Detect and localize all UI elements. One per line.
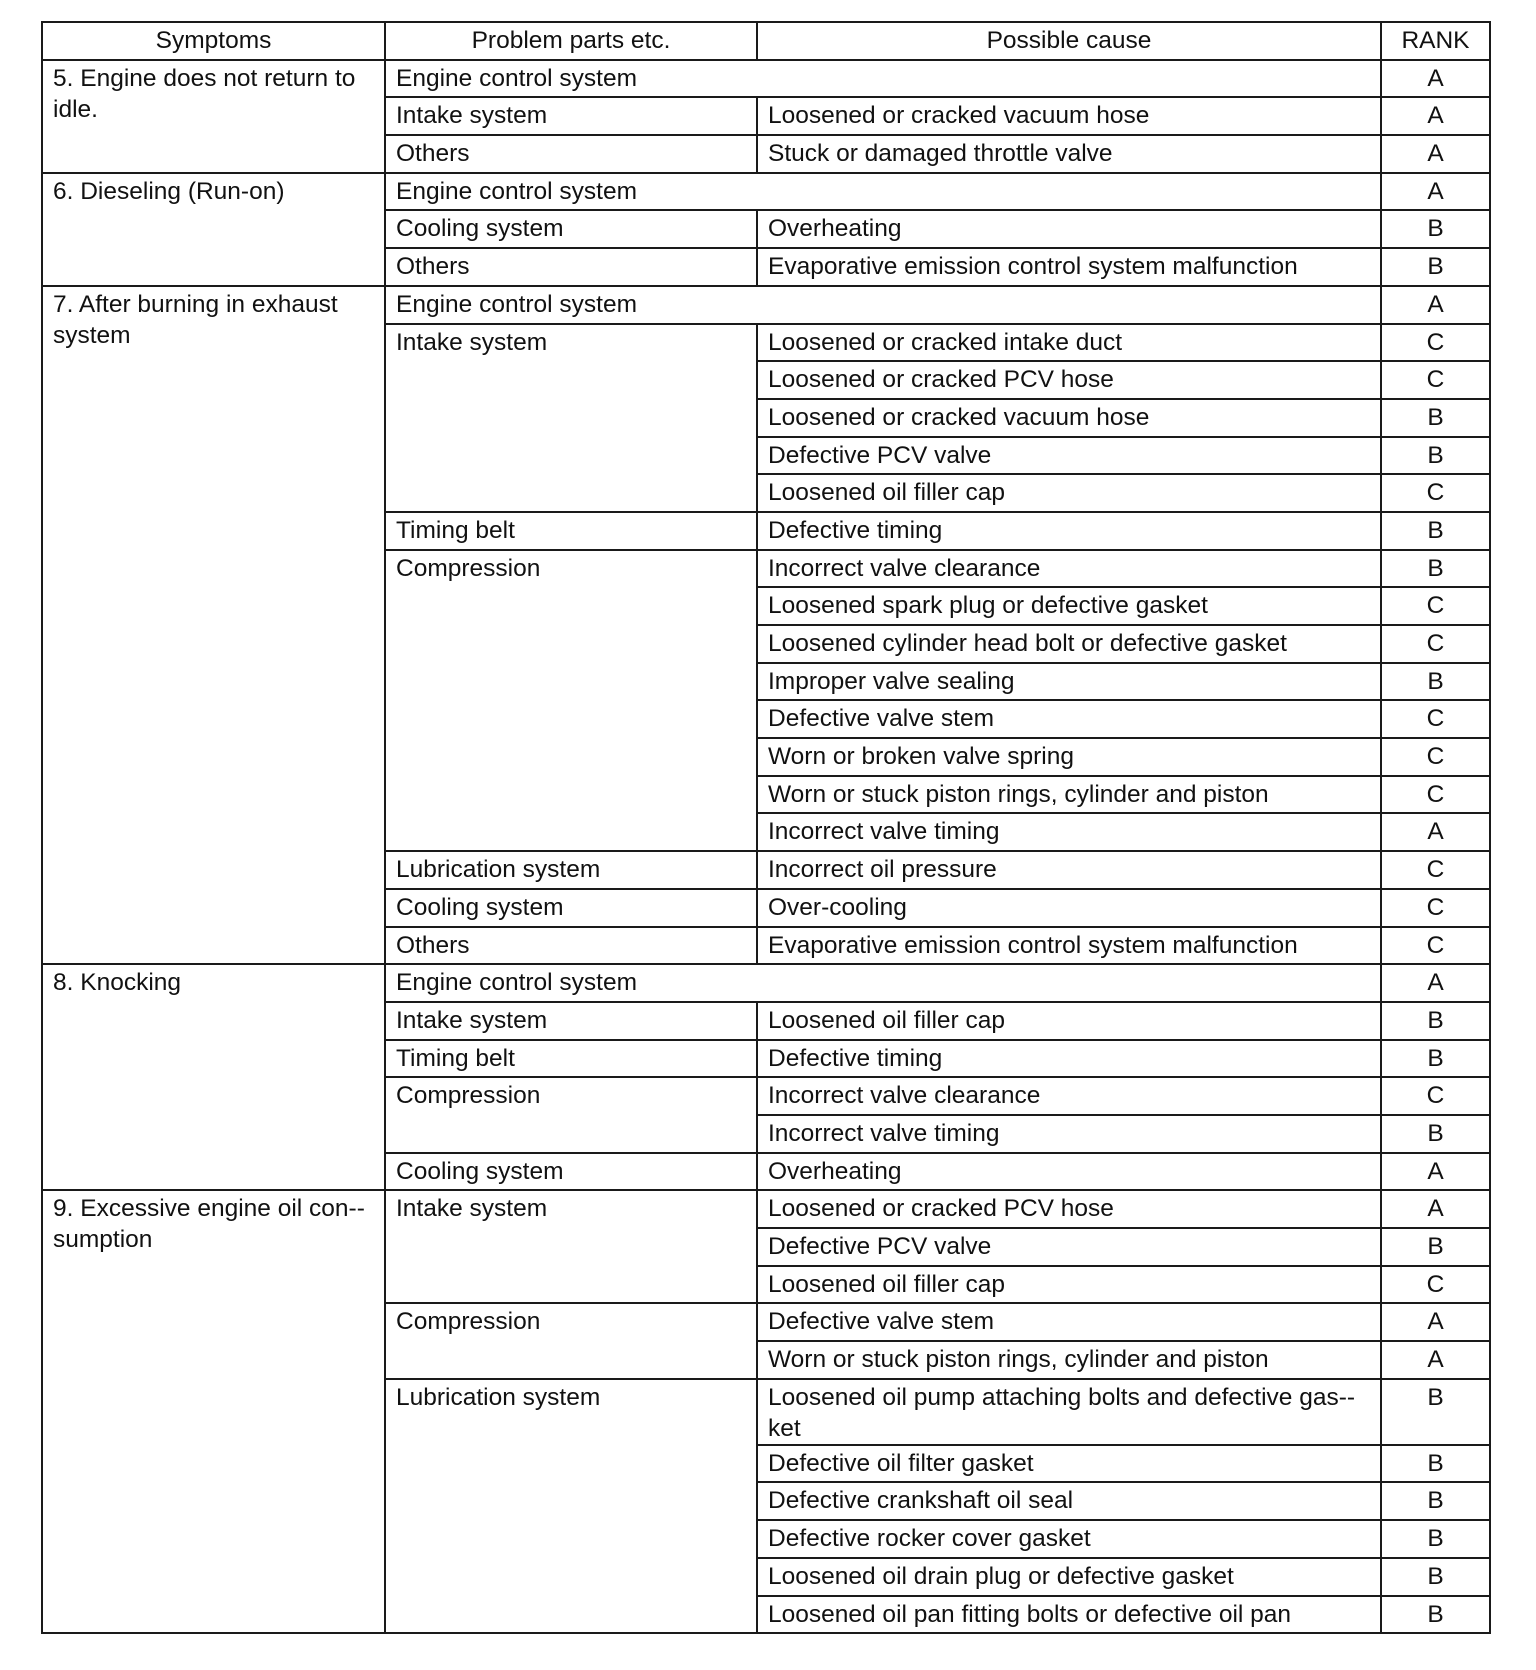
- rank-cell: C: [1381, 1077, 1490, 1115]
- table-body: [42, 60, 1490, 1634]
- possible-cause-cell: Worn or stuck piston rings, cylinder and piston: [757, 1341, 1381, 1379]
- table-row: [42, 964, 1490, 1002]
- problem-part-cell: Others: [385, 135, 757, 173]
- problem-part-cell: Lubrication system: [385, 851, 757, 889]
- table-row: [42, 173, 1490, 211]
- rank-cell: B: [1381, 210, 1490, 248]
- rank-cell: C: [1381, 700, 1490, 738]
- possible-cause-cell: Incorrect oil pressure: [757, 851, 1381, 889]
- rank-cell: B: [1381, 1558, 1490, 1596]
- possible-cause-cell: Loosened or cracked intake duct: [757, 324, 1381, 362]
- rank-cell: B: [1381, 663, 1490, 701]
- possible-cause-cell: Incorrect valve timing: [757, 1115, 1381, 1153]
- possible-cause-cell: Loosened oil pump attaching bolts and defective gas-ket: [757, 1379, 1381, 1445]
- problem-part-cell: Compression: [385, 1303, 757, 1378]
- troubleshooting-table-container: [41, 21, 1489, 1634]
- possible-cause-cell: Worn or broken valve spring: [757, 738, 1381, 776]
- rank-cell: C: [1381, 625, 1490, 663]
- rank-cell: C: [1381, 324, 1490, 362]
- problem-part-cell: Engine control system: [385, 286, 1381, 324]
- header-symptoms: Symptoms: [42, 22, 385, 60]
- problem-part-cell: Intake system: [385, 324, 757, 512]
- possible-cause-cell: Defective valve stem: [757, 1303, 1381, 1341]
- rank-cell: A: [1381, 964, 1490, 1002]
- possible-cause-cell: Overheating: [757, 210, 1381, 248]
- possible-cause-cell: Defective PCV valve: [757, 1228, 1381, 1266]
- rank-cell: B: [1381, 1596, 1490, 1634]
- problem-part-cell: Compression: [385, 1077, 757, 1152]
- header-possible-cause: Possible cause: [757, 22, 1381, 60]
- possible-cause-cell: Defective oil filter gasket: [757, 1445, 1381, 1483]
- rank-cell: B: [1381, 512, 1490, 550]
- rank-cell: B: [1381, 1379, 1490, 1445]
- possible-cause-cell: Incorrect valve clearance: [757, 1077, 1381, 1115]
- rank-cell: B: [1381, 437, 1490, 475]
- symptom-cell: 8. Knocking: [42, 964, 385, 1190]
- table-row: [42, 286, 1490, 324]
- rank-cell: A: [1381, 1153, 1490, 1191]
- possible-cause-cell: Incorrect valve clearance: [757, 550, 1381, 588]
- possible-cause-cell: Defective crankshaft oil seal: [757, 1482, 1381, 1520]
- rank-cell: C: [1381, 587, 1490, 625]
- possible-cause-cell: Loosened oil filler cap: [757, 1002, 1381, 1040]
- symptom-cell: 6. Dieseling (Run-on): [42, 173, 385, 286]
- problem-part-cell: Timing belt: [385, 512, 757, 550]
- rank-cell: A: [1381, 813, 1490, 851]
- rank-cell: C: [1381, 738, 1490, 776]
- problem-part-cell: Intake system: [385, 97, 757, 135]
- problem-part-cell: Compression: [385, 550, 757, 852]
- possible-cause-cell: Evaporative emission control system malfunction: [757, 927, 1381, 965]
- possible-cause-cell: Loosened cylinder head bolt or defective gasket: [757, 625, 1381, 663]
- rank-cell: A: [1381, 60, 1490, 98]
- problem-part-cell: Others: [385, 248, 757, 286]
- possible-cause-cell: Loosened or cracked vacuum hose: [757, 399, 1381, 437]
- possible-cause-cell: Defective timing: [757, 1040, 1381, 1078]
- rank-cell: B: [1381, 1520, 1490, 1558]
- problem-part-cell: Engine control system: [385, 964, 1381, 1002]
- rank-cell: A: [1381, 1341, 1490, 1379]
- problem-part-cell: Cooling system: [385, 1153, 757, 1191]
- table-row: [42, 1190, 1490, 1228]
- rank-cell: A: [1381, 135, 1490, 173]
- possible-cause-cell: Incorrect valve timing: [757, 813, 1381, 851]
- possible-cause-cell: Over-cooling: [757, 889, 1381, 927]
- problem-part-cell: Intake system: [385, 1002, 757, 1040]
- problem-part-cell: Intake system: [385, 1190, 757, 1303]
- rank-cell: A: [1381, 97, 1490, 135]
- possible-cause-cell: Overheating: [757, 1153, 1381, 1191]
- possible-cause-cell: Improper valve sealing: [757, 663, 1381, 701]
- rank-cell: B: [1381, 550, 1490, 588]
- symptom-cell: 9. Excessive engine oil con-sumption: [42, 1190, 385, 1633]
- rank-cell: B: [1381, 399, 1490, 437]
- problem-part-cell: Engine control system: [385, 173, 1381, 211]
- problem-part-cell: Engine control system: [385, 60, 1381, 98]
- possible-cause-cell: Loosened oil filler cap: [757, 474, 1381, 512]
- possible-cause-cell: Loosened oil pan fitting bolts or defective oil pan: [757, 1596, 1381, 1634]
- problem-part-cell: Cooling system: [385, 889, 757, 927]
- symptom-cell: 7. After burning in exhaust system: [42, 286, 385, 964]
- possible-cause-cell: Defective rocker cover gasket: [757, 1520, 1381, 1558]
- rank-cell: A: [1381, 286, 1490, 324]
- problem-part-cell: Lubrication system: [385, 1379, 757, 1633]
- rank-cell: C: [1381, 361, 1490, 399]
- problem-part-cell: Cooling system: [385, 210, 757, 248]
- rank-cell: A: [1381, 173, 1490, 211]
- rank-cell: C: [1381, 927, 1490, 965]
- troubleshooting-table: [41, 21, 1491, 1634]
- rank-cell: C: [1381, 474, 1490, 512]
- rank-cell: B: [1381, 248, 1490, 286]
- possible-cause-cell: Loosened spark plug or defective gasket: [757, 587, 1381, 625]
- possible-cause-cell: Loosened or cracked PCV hose: [757, 361, 1381, 399]
- rank-cell: B: [1381, 1002, 1490, 1040]
- possible-cause-cell: Evaporative emission control system malfunction: [757, 248, 1381, 286]
- possible-cause-cell: Loosened oil drain plug or defective gasket: [757, 1558, 1381, 1596]
- header-row: [42, 22, 1490, 60]
- rank-cell: C: [1381, 776, 1490, 814]
- header-problem-parts: Problem parts etc.: [385, 22, 757, 60]
- possible-cause-cell: Defective PCV valve: [757, 437, 1381, 475]
- rank-cell: B: [1381, 1228, 1490, 1266]
- rank-cell: C: [1381, 889, 1490, 927]
- possible-cause-cell: Loosened oil filler cap: [757, 1266, 1381, 1304]
- possible-cause-cell: Loosened or cracked PCV hose: [757, 1190, 1381, 1228]
- possible-cause-cell: Defective timing: [757, 512, 1381, 550]
- rank-cell: A: [1381, 1190, 1490, 1228]
- problem-part-cell: Others: [385, 927, 757, 965]
- possible-cause-cell: Defective valve stem: [757, 700, 1381, 738]
- possible-cause-cell: Loosened or cracked vacuum hose: [757, 97, 1381, 135]
- table-row: [42, 60, 1490, 98]
- rank-cell: C: [1381, 851, 1490, 889]
- problem-part-cell: Timing belt: [385, 1040, 757, 1078]
- rank-cell: C: [1381, 1266, 1490, 1304]
- rank-cell: B: [1381, 1445, 1490, 1483]
- rank-cell: B: [1381, 1482, 1490, 1520]
- possible-cause-cell: Stuck or damaged throttle valve: [757, 135, 1381, 173]
- rank-cell: B: [1381, 1115, 1490, 1153]
- symptom-cell: 5. Engine does not return to idle.: [42, 60, 385, 173]
- rank-cell: B: [1381, 1040, 1490, 1078]
- rank-cell: A: [1381, 1303, 1490, 1341]
- header-rank: RANK: [1381, 22, 1490, 60]
- possible-cause-cell: Worn or stuck piston rings, cylinder and piston: [757, 776, 1381, 814]
